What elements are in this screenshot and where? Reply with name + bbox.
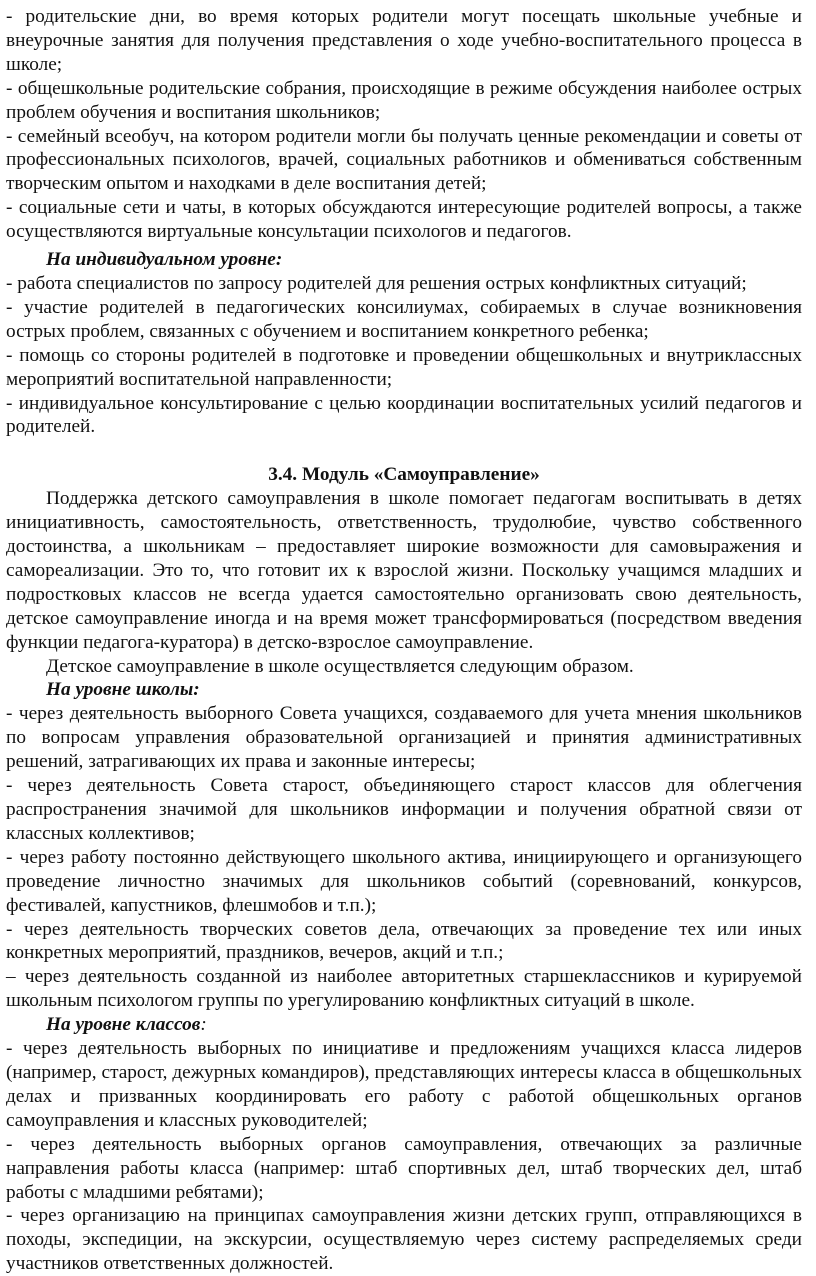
class-level-heading: [6, 1013, 802, 1037]
list-item: - работа специалистов по запросу родителей для решения острых конфликтных ситуаций;: [6, 272, 747, 294]
parent-forms-list: [6, 5, 802, 244]
list-item: - родительские дни, во время которых родители могут посещать школьные учебные и внеурочные занятия для получения представления о ходе учебно-воспитательного процесса в школе;: [6, 6, 802, 75]
paragraph: Детское самоуправление в школе осуществляется следующим образом.: [46, 655, 634, 677]
list-item: - через работу постоянно действующего школьного актива, инициирующего и организующего проведение личностно значимых для школьников событий (соревнований, конкурсов, фестивалей, капустников, флешмобов и т.п.);: [6, 846, 802, 916]
list-item: - помощь со стороны родителей в подготовке и проведении общешкольных и внутриклассных мероприятий воспитательной направленности;: [6, 344, 802, 390]
school-level-list: [6, 702, 802, 1013]
school-level-heading: На уровне школы:: [46, 679, 200, 701]
list-item: - через деятельность творческих советов дела, отвечающих за проведение тех или иных конкретных мероприятий, праздников, вечеров, акций и т.п.;: [6, 918, 802, 964]
list-item: - общешкольные родительские собрания, происходящие в режиме обсуждения наиболее острых проблем обучения и воспитания школьников;: [6, 77, 802, 123]
list-item: - индивидуальное консультирование c целью координации воспитательных усилий педагогов и родителей.: [6, 392, 802, 438]
class-level-heading-text: На уровне классов: [46, 1014, 201, 1036]
class-level-heading-colon: :: [200, 1014, 207, 1036]
intro-paragraphs: [6, 487, 802, 678]
list-item: - через деятельность выборных органов самоуправления, отвечающих за различные направления работы класса (например: штаб спортивных дел, штаб творческих дел, штаб работы с младшими ребятами);: [6, 1133, 802, 1203]
list-item: - участие родителей в педагогических консилиумах, собираемых в случае возникновения острых проблем, связанных с обучением и воспитанием конкретного ребенка;: [6, 296, 802, 342]
list-item: - семейный всеобуч, на котором родители могли бы получать ценные рекомендации и советы от профессиональных психологов, врачей, социальных работников и обмениваться собственным творческим опытом и находками в деле воспитания детей;: [6, 125, 802, 195]
list-item: - через деятельность выборных по инициативе и предложениям учащихся класса лидеров (например, старост, дежурных командиров), представляющих интересы класса в общешкольных делах и призванных координировать его работу с работой общешкольных органов самоуправления и классных руководителей;: [6, 1038, 802, 1131]
list-item: - через организацию на принципах самоуправления жизни детских групп, отправляющихся в походы, экспедиции, на экскурсии, осуществляемую через систему распределяемых среди участников ответственных должностей.: [6, 1205, 802, 1275]
paragraph: Поддержка детского самоуправления в школе помогает педагогам воспитывать в детях инициативность, самостоятельность, ответственность, трудолюбие, чувство собственного достоинства, а школьникам – предоставляет широкие возможности для самовыражения и самореализации. Это то, что готовит их к взрослой жизни. Поскольку учащимся младших и подростковых классов не всегда удается самостоятельно организовать свою деятельность, детское самоуправление иногда и на время может трансформироваться (посредством введения функции педагога-куратора) в детско-взрослое самоуправление.: [6, 488, 802, 653]
list-item: - социальные сети и чаты, в которых обсуждаются интересующие родителей вопросы, а также осуществляются виртуальные консультации психологов и педагогов.: [6, 197, 802, 243]
list-item: - через деятельность Совета старост, объединяющего старост классов для облегчения распространения значимой для школьников информации и получения обратной связи от классных коллективов;: [6, 775, 802, 844]
list-item: - через деятельность выборного Совета учащихся, создаваемого для учета мнения школьников по вопросам управления образовательной организацией и принятия административных решений, затрагивающих их права и законные интересы;: [6, 703, 802, 773]
module-title: 3.4. Модуль «Самоуправление»: [268, 464, 540, 486]
individual-level-heading: На индивидуальном уровне:: [46, 249, 283, 271]
individual-level-list: [6, 272, 802, 439]
list-item: – через деятельность созданной из наиболее авторитетных старшеклассников и курируемой школьным психологом группы по урегулированию конфликтных ситуаций в школе.: [6, 966, 802, 1012]
class-level-list: [6, 1037, 802, 1276]
